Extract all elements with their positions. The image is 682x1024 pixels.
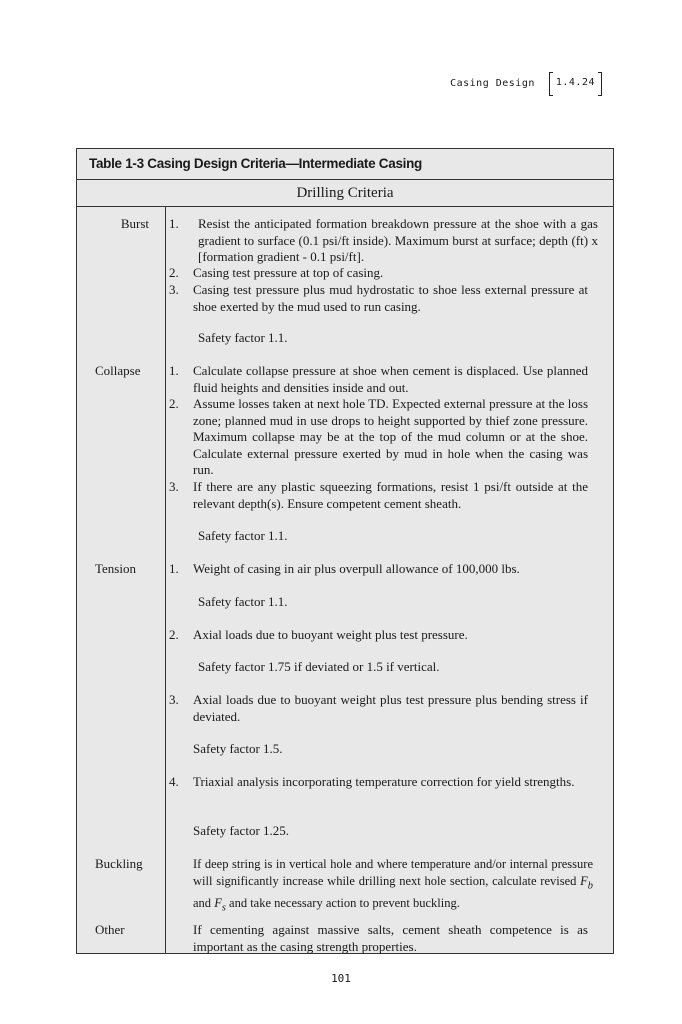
table-body	[77, 206, 613, 953]
list-item: Axial loads due to buoyant weight plus test pressure.	[193, 627, 468, 642]
section-heading: Drilling Criteria	[77, 180, 613, 207]
list-number: 2.	[169, 396, 179, 411]
buckling-text-before: If deep string is in vertical hole and where temperature and/or internal pressure will significantly increase while drilling next hole section, calculate revised	[193, 857, 593, 888]
list-item: Triaxial analysis incorporating temperature correction for yield strengths.	[193, 774, 575, 789]
list-number: 1.	[169, 363, 179, 378]
running-head-title: Casing Design	[450, 77, 535, 89]
safety-factor: Safety factor 1.1.	[198, 594, 288, 609]
list-item: Assume losses taken at next hole TD. Expected external pressure at the loss zone; planned mud in use drops to height supported by thief zone pressure. Maximum collapse may be at the top of the mud column or at the shoe. Calculate external pressure exerted by mud in hole when the casing was run.	[193, 396, 588, 477]
row-label-buckling: Buckling	[95, 856, 143, 871]
list-number: 1.	[169, 216, 179, 231]
list-item: Axial loads due to buoyant weight plus test pressure plus bending stress if deviated.	[193, 692, 588, 724]
buckling-text-mid: and	[193, 895, 215, 910]
buckling-text	[193, 856, 593, 917]
list-item: Resist the anticipated formation breakdown pressure at the shoe with a gas gradient to surface (0.1 psi/ft inside). Maximum burst at surface; depth (ft) x [formation gradient - 0.1 psi/ft].	[198, 216, 598, 264]
list-item: Casing test pressure at top of casing.	[193, 265, 384, 280]
other-text: If cementing against massive salts, cement sheath competence is as important as the casing strength properties.	[193, 922, 588, 954]
list-number: 2.	[169, 265, 179, 280]
list-number: 3.	[169, 282, 179, 297]
row-label-tension: Tension	[95, 561, 136, 576]
buckling-text-after: and take necessary action to prevent buckling.	[225, 895, 460, 910]
fb-symbol: F	[580, 873, 588, 888]
fs-subscript: s	[221, 902, 226, 913]
safety-factor: Safety factor 1.1.	[198, 330, 288, 345]
column-divider	[165, 206, 166, 953]
safety-factor: Safety factor 1.25.	[193, 823, 290, 838]
list-number: 1.	[169, 561, 179, 576]
fb-subscript: b	[587, 880, 593, 891]
safety-factor: Safety factor 1.1.	[198, 528, 288, 543]
fs-symbol: F	[214, 895, 222, 910]
safety-factor: Safety factor 1.75 if deviated or 1.5 if vertical.	[198, 659, 440, 674]
list-number: 3.	[169, 692, 179, 707]
list-item: Calculate collapse pressure at shoe when cement is displaced. Use planned fluid heights and densities inside and out.	[193, 363, 588, 395]
page-number: 101	[331, 972, 351, 985]
safety-factor: Safety factor 1.5.	[193, 741, 283, 756]
running-head	[450, 72, 602, 94]
criteria-table	[76, 148, 614, 954]
list-number: 2.	[169, 627, 179, 642]
row-label-collapse: Collapse	[95, 363, 141, 378]
row-label-burst: Burst	[120, 216, 149, 231]
list-item: Weight of casing in air plus overpull allowance of 100,000 lbs.	[193, 561, 520, 576]
list-item: Casing test pressure plus mud hydrostatic to shoe less external pressure at shoe exerted by the mud used to run casing.	[193, 282, 588, 314]
section-reference: 1.4.24	[549, 72, 602, 94]
list-number: 3.	[169, 479, 179, 494]
list-item: If there are any plastic squeezing formations, resist 1 psi/ft outside at the relevant depth(s). Ensure competent cement sheath.	[193, 479, 588, 511]
row-label-other: Other	[95, 922, 125, 937]
list-number: 4.	[169, 774, 179, 789]
table-title: Table 1-3 Casing Design Criteria—Intermediate Casing	[77, 149, 613, 180]
